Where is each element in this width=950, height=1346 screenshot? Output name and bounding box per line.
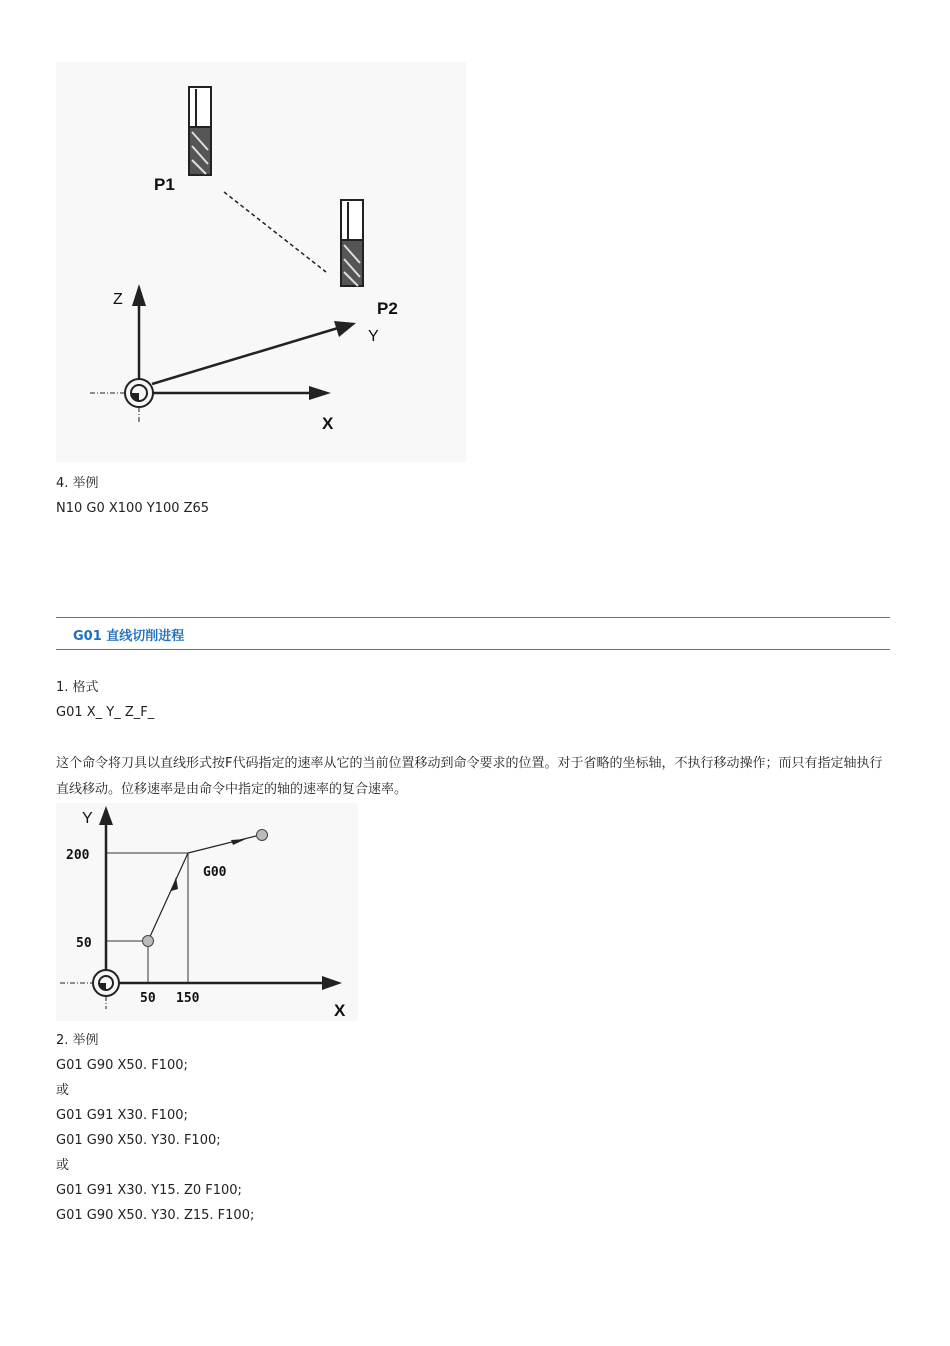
linear-interpolation-figure — [56, 803, 358, 1021]
description-paragraph: 这个命令将刀具以直线形式按F代码指定的速率从它的当前位置移动到命令要求的位置。对于省略的坐标轴，不执行移动操作；而只有指定轴执行直线移动。位移速率是由命令中指定的轴的速率的复合速率。 — [56, 756, 883, 797]
end-mill-tool-p1-icon — [189, 87, 211, 175]
rapid-positioning-figure — [56, 62, 466, 462]
label-p1: P1 — [154, 175, 175, 194]
start-point-marker — [143, 936, 154, 947]
tick-label-y-50: 50 — [76, 936, 92, 951]
label-y-axis: Y — [82, 810, 93, 827]
tick-label-x-50: 50 — [140, 991, 156, 1006]
label-g00: G00 — [203, 865, 227, 880]
section-title: G01 直线切削进程 — [73, 629, 185, 644]
label-p2: P2 — [377, 299, 398, 318]
example2-heading: 2. 举例 — [56, 1033, 99, 1048]
end-mill-tool-p2-icon — [341, 200, 363, 286]
example2-line: G01 G91 X30. F100; — [56, 1108, 188, 1123]
label-z-axis: Z — [113, 291, 123, 308]
label-x-axis: X — [334, 1001, 346, 1020]
label-y-axis: Y — [368, 328, 379, 345]
example2-line: G01 G90 X50. F100; — [56, 1058, 188, 1073]
label-x-axis: X — [322, 414, 334, 433]
example2-line: G01 G90 X50. Y30. F100; — [56, 1133, 221, 1148]
example2-line: 或 — [56, 1083, 70, 1098]
example-heading: 4. 举例 — [56, 476, 99, 491]
example2-line: G01 G91 X30. Y15. Z0 F100; — [56, 1183, 242, 1198]
format-heading: 1. 格式 — [56, 680, 99, 695]
example2-line: 或 — [56, 1158, 70, 1173]
example2-line: G01 G90 X50. Y30. Z15. F100; — [56, 1208, 255, 1223]
example-code: N10 G0 X100 Y100 Z65 — [56, 501, 210, 516]
section-header — [56, 617, 890, 650]
format-syntax: G01 X_ Y_ Z_F_ — [56, 705, 155, 720]
tick-label-x-150: 150 — [176, 991, 200, 1006]
tick-label-y-200: 200 — [66, 848, 90, 863]
end-point-marker — [257, 830, 268, 841]
